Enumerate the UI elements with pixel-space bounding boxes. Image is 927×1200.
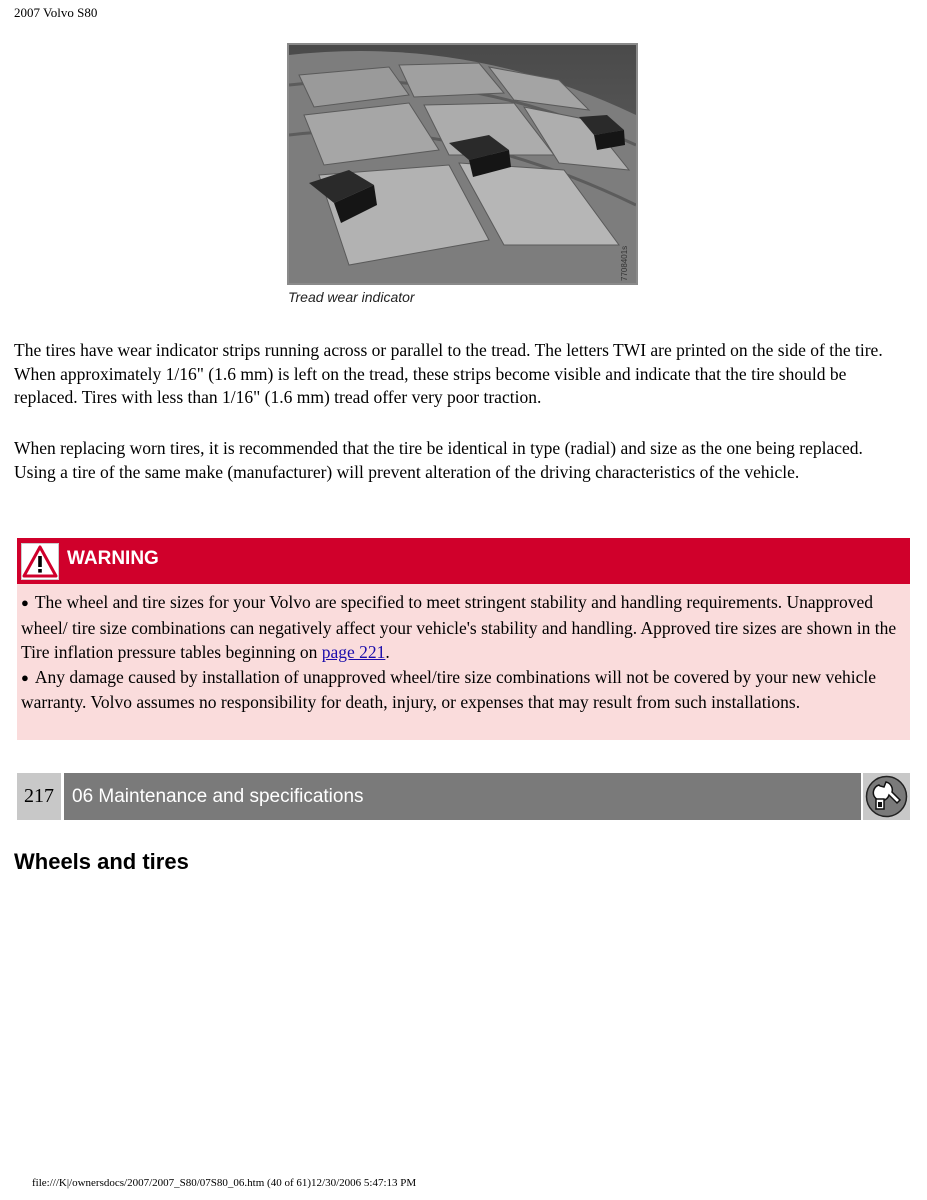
warning-item-text: The wheel and tire sizes for your Volvo are specified to meet stringent stability and handling requirements. Unapproved wheel/ tire size combinations can negatively affect your vehicle's stability and handling. Approved tire sizes are shown in the Tire inflation pressure tables beginning on <box>21 592 897 662</box>
bullet: ● <box>21 595 29 610</box>
warning-triangle-icon <box>21 543 59 580</box>
figure-caption: Tread wear indicator <box>288 289 415 305</box>
paragraph-replacing-tires: When replacing worn tires, it is recommended that the tire be identical in type (radial) and size as the one being replaced. Using a tire of the same make (manufacturer) will prevent alteration of the driving characteristics of the vehicle. <box>14 438 863 482</box>
figure-code: 7708401s <box>620 245 629 281</box>
tread-wear-figure <box>287 43 638 285</box>
warning-item <box>21 665 906 715</box>
section-heading: Wheels and tires <box>14 849 189 874</box>
chapter-title: 06 Maintenance and specifications <box>64 773 861 820</box>
wrench-icon <box>865 775 908 818</box>
warning-header <box>17 538 910 584</box>
paragraph-wear-indicator: The tires have wear indicator strips running across or parallel to the tread. The letters TWI are printed on the side of the tire. When approximately 1/16" (1.6 mm) is left on the tread, these strips become visible and indicate that the tire should be replaced. Tires with less than 1/16" (1.6 mm) tread offer very poor traction. <box>14 340 883 407</box>
page-number: 217 <box>17 773 61 820</box>
document-title: 2007 Volvo S80 <box>14 5 98 20</box>
warning-item-punct: . <box>385 642 390 662</box>
tire-tread-illustration <box>289 45 636 283</box>
page-221-link[interactable]: page 221 <box>321 642 386 662</box>
footer-path: file:///K|/ownersdocs/2007/2007_S80/07S80_06.htm (40 of 61)12/30/2006 5:47:13 PM <box>32 1177 417 1189</box>
bullet: ● <box>21 669 29 685</box>
warning-body <box>17 584 910 740</box>
warning-label: WARNING <box>67 548 159 569</box>
chapter-icon-box <box>863 773 910 820</box>
warning-item <box>21 590 906 665</box>
warning-item-text: Any damage caused by installation of unapproved wheel/tire size combinations will not be covered by your new vehicle warranty. Volvo assumes no responsibility for death, injury, or expenses that may result from such installations. <box>21 666 877 712</box>
